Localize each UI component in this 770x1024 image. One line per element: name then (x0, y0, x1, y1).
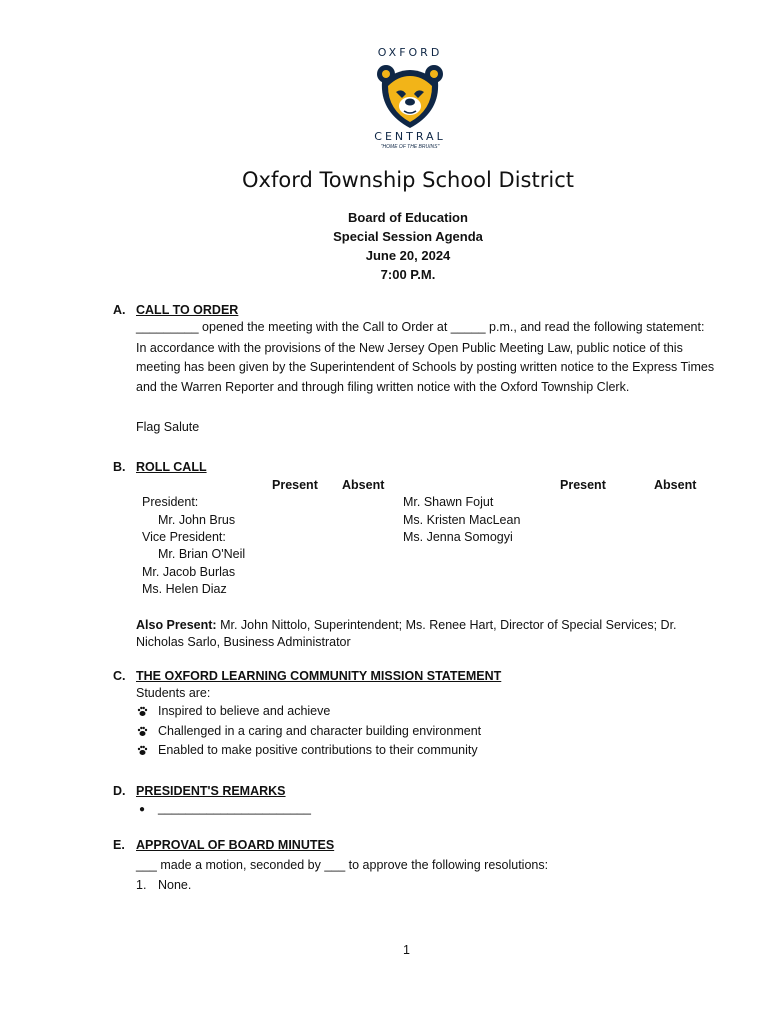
section-b-title: ROLL CALL (136, 460, 207, 474)
right-absent-header: Absent (654, 478, 697, 492)
roll-left-3: Vice President: (142, 530, 226, 544)
school-logo (360, 44, 460, 156)
call-to-order-line-2: In accordance with the provisions of the New Jersey Open Public Meeting Law, public notice of this (136, 341, 683, 355)
mission-item-3: Enabled to make positive contributions to their community (158, 743, 478, 757)
header-line-1: Board of Education (348, 210, 468, 225)
call-to-order-line-4: and the Warren Reporter and through filing written notice with the Oxford Township Clerk. (136, 380, 630, 394)
page-number: 1 (403, 943, 410, 957)
minutes-item-text: None. (158, 878, 192, 892)
mission-item-1: Inspired to believe and achieve (158, 704, 331, 718)
roll-right-1: Mr. Shawn Fojut (403, 495, 494, 509)
left-present-header: Present (272, 478, 318, 492)
bruin-bear-icon (374, 62, 446, 130)
also-present-line-2: Nicholas Sarlo, Business Administrator (136, 635, 351, 649)
logo-top-text: OXFORD (377, 46, 443, 59)
paw-bullet-icon (137, 726, 148, 737)
roll-right-2: Ms. Kristen MacLean (403, 513, 521, 527)
section-a-letter: A. (113, 303, 126, 317)
right-present-header: Present (560, 478, 606, 492)
roll-right-3: Ms. Jenna Somogyi (403, 530, 513, 544)
roll-left-4: Mr. Brian O'Neil (158, 547, 246, 561)
roll-left-5: Mr. Jacob Burlas (142, 565, 236, 579)
bullet-dot-icon: ● (139, 804, 146, 815)
header-line-4: 7:00 P.M. (380, 267, 436, 282)
document-title: Oxford Township School District (242, 168, 574, 192)
flag-salute: Flag Salute (136, 420, 200, 434)
call-to-order-line-3: meeting has been given by the Superintendent of Schools by posting written notice to the Express Times (136, 360, 715, 374)
roll-left-2: Mr. John Brus (158, 513, 236, 527)
logo-bottom-text: CENTRAL (374, 130, 446, 143)
paw-bullet-icon (137, 745, 148, 756)
minutes-motion: ___ made a motion, seconded by ___ to approve the following resolutions: (136, 858, 549, 872)
section-d-title: PRESIDENT'S REMARKS (136, 784, 286, 798)
section-a-title: CALL TO ORDER (136, 303, 239, 317)
section-c-letter: C. (113, 669, 126, 683)
call-to-order-line-1: _________ opened the meeting with the Call to Order at _____ p.m., and read the following statement: (136, 320, 705, 334)
mission-item-2: Challenged in a caring and character building environment (158, 724, 482, 738)
roll-left-1: President: (142, 495, 199, 509)
mission-intro: Students are: (136, 686, 211, 700)
section-c-title: THE OXFORD LEARNING COMMUNITY MISSION STATEMENT (136, 669, 502, 683)
roll-left-6: Ms. Helen Diaz (142, 582, 227, 596)
section-d-letter: D. (113, 784, 126, 798)
president-remarks-item: ______________________ (158, 801, 311, 815)
also-present-names: Mr. John Nittolo, Superintendent; Ms. Renee Hart, Director of Special Services; Dr. (220, 618, 677, 632)
section-b-letter: B. (113, 460, 126, 474)
minutes-item-number: 1. (136, 878, 147, 892)
also-present-line-1 (136, 618, 677, 632)
section-e-title: APPROVAL OF BOARD MINUTES (136, 838, 335, 852)
header-line-3: June 20, 2024 (365, 248, 451, 263)
header-line-2: Special Session Agenda (333, 229, 483, 244)
section-e-letter: E. (113, 838, 125, 852)
paw-bullet-icon (137, 706, 148, 717)
left-absent-header: Absent (342, 478, 385, 492)
logo-tagline: "HOME OF THE BRUINS" (380, 144, 440, 150)
also-present-label: Also Present: (136, 618, 217, 632)
